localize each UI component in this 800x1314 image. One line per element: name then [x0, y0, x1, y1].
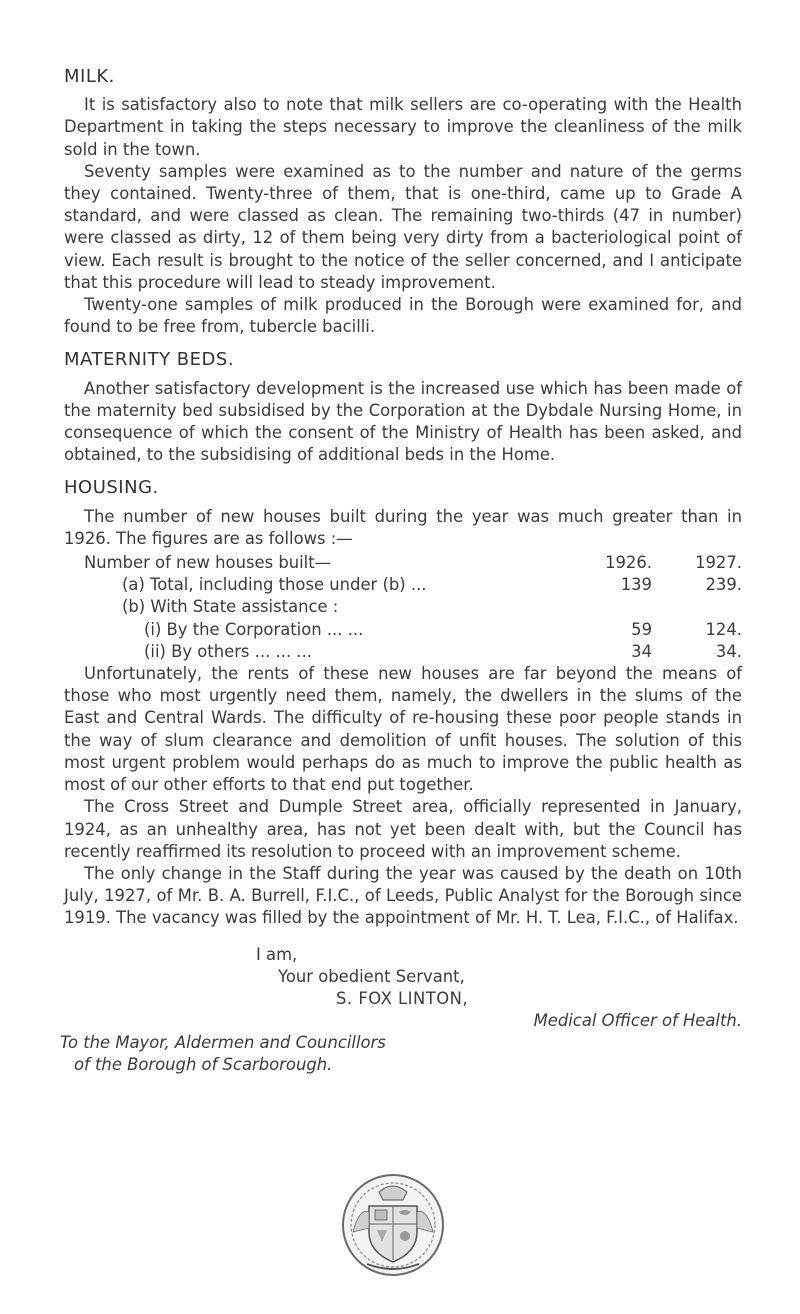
housing-heading: HOUSING. — [64, 477, 159, 499]
col-1926-header: 1926. — [605, 553, 652, 573]
milk-heading: MILK. — [64, 66, 115, 87]
row-label: (b) With State assistance : — [122, 597, 339, 617]
row-value-1927 — [652, 596, 742, 618]
row-label: (a) Total, including those under (b) ... — [122, 575, 427, 595]
row-value-1927: 34. — [715, 641, 742, 661]
signoff-block — [60, 944, 742, 1074]
maternity-heading: MATERNITY BEDS. — [64, 349, 235, 371]
document-page — [60, 66, 742, 1074]
row-value-1926: 59 — [631, 619, 652, 639]
borough-crest-icon — [339, 1172, 447, 1278]
milk-paragraph-1: It is satisfactory also to note that milk sellers are co-operating with the Health Department in taking the steps necessary to improve the cleanliness of the milk sold in the town. — [64, 95, 742, 159]
milk-paragraph-3: Twenty-one samples of milk produced in the Borough were examined for, and found to be free from, tubercle bacilli. — [64, 295, 742, 337]
table-label: Number of new houses built— — [84, 553, 332, 573]
row-value-1927: 124. — [705, 619, 742, 639]
table-row — [64, 574, 742, 596]
housing-paragraph-2: The Cross Street and Dumple Street area, officially represented in January, 1924, as an unhealthy area, has not yet been dealt with, but the Council has recently reaffirmed its resolution to proceed with an improvement scheme. — [64, 797, 742, 861]
maternity-paragraph: Another satisfactory development is the increased use which has been made of the maternity bed subsidised by the Corporation at the Dybdale Nursing Home, in consequence of which the consent of the Ministry of Health has been asked, and obtained, to the subsidising of additional beds in the Home. — [64, 378, 742, 465]
row-value-1926: 139 — [620, 575, 652, 595]
housing-paragraph-1: Unfortunately, the rents of these new houses are far beyond the means of those who most urgently need them, namely, the dwellers in the slums of the East and Central Wards. The difficulty of re-housing these poor people stands in the way of slum clearance and demolition of unfit houses. The solution of this most urgent problem would perhaps do as much to improve the public health as most of our other efforts to that end put together. — [64, 664, 742, 795]
milk-paragraph-2: Seventy samples were examined as to the number and nature of the germs they contained. Twenty-three of them, that is one-third, came up to Grade A standard, and were classed as clean. The remaining two-thirds (47 in number) were classed as dirty, 12 of them being very dirty from a bacteriological point of view. Each result is brought to the notice of the seller concerned, and I anticipate that this procedure will lead to steady improvement. — [64, 161, 742, 292]
row-value-1926: 34 — [631, 641, 652, 661]
table-row — [64, 596, 742, 618]
row-value-1926 — [562, 596, 652, 618]
housing-intro: The number of new houses built during the year was much greater than in 1926. The figures are as follows :— — [64, 506, 742, 548]
row-label: (i) By the Corporation ... ... — [144, 619, 364, 639]
table-row — [64, 641, 742, 663]
row-label: (ii) By others ... ... ... — [144, 641, 312, 661]
closing: Your obedient Servant, — [278, 966, 465, 986]
table-row — [64, 619, 742, 641]
col-1927-header: 1927. — [695, 553, 742, 573]
row-value-1927: 239. — [705, 575, 742, 595]
housing-paragraph-3: The only change in the Staff during the year was caused by the death on 10th July, 1927, of Mr. B. A. Burrell, F.I.C., of Leeds, Public Analyst for the Borough since 1919. The vacancy was filled by the appointment of Mr. H. T. Lea, F.I.C., of Halifax. — [64, 863, 742, 928]
table-header-row — [64, 552, 742, 574]
housing-figures-table — [64, 552, 742, 663]
addressee-line-1: To the Mayor, Aldermen and Councillors — [60, 1032, 386, 1052]
addressee-line-2: of the Borough of Scarborough. — [74, 1054, 333, 1074]
signatory-name: S. FOX LINTON, — [336, 988, 469, 1008]
salutation: I am, — [256, 944, 298, 964]
signatory-title: Medical Officer of Health. — [533, 1010, 742, 1030]
